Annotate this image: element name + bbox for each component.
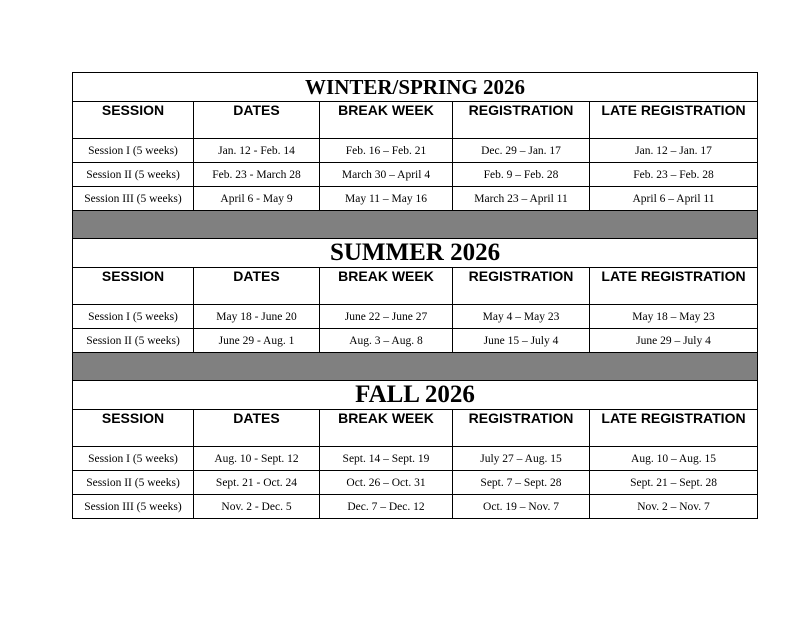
column-header: SESSION [73, 268, 194, 305]
column-header-row [73, 268, 758, 305]
column-header: LATE REGISTRATION [590, 410, 758, 447]
column-header: LATE REGISTRATION [590, 268, 758, 305]
table-cell: April 6 - May 9 [194, 187, 320, 211]
table-cell: Session II (5 weeks) [73, 471, 194, 495]
column-header: LATE REGISTRATION [590, 102, 758, 139]
section-separator [73, 211, 758, 239]
table-cell: March 30 – April 4 [320, 163, 453, 187]
column-header: SESSION [73, 410, 194, 447]
table-cell: May 18 – May 23 [590, 305, 758, 329]
table-cell: Jan. 12 – Jan. 17 [590, 139, 758, 163]
table-row [73, 329, 758, 353]
table-cell: Session III (5 weeks) [73, 495, 194, 519]
column-header: BREAK WEEK [320, 102, 453, 139]
table-cell: May 11 – May 16 [320, 187, 453, 211]
table-row [73, 305, 758, 329]
table-cell: June 29 - Aug. 1 [194, 329, 320, 353]
table-cell: June 29 – July 4 [590, 329, 758, 353]
section-title: FALL 2026 [73, 381, 758, 410]
schedule-table [72, 72, 758, 519]
table-cell: Aug. 3 – Aug. 8 [320, 329, 453, 353]
table-cell: Feb. 16 – Feb. 21 [320, 139, 453, 163]
table-cell: June 22 – June 27 [320, 305, 453, 329]
table-row [73, 139, 758, 163]
table-cell: Nov. 2 - Dec. 5 [194, 495, 320, 519]
column-header: DATES [194, 268, 320, 305]
table-cell: Aug. 10 – Aug. 15 [590, 447, 758, 471]
column-header: REGISTRATION [453, 102, 590, 139]
table-row [73, 471, 758, 495]
section-title-row [73, 73, 758, 102]
section-title: WINTER/SPRING 2026 [73, 73, 758, 102]
table-cell: April 6 – April 11 [590, 187, 758, 211]
table-cell: Feb. 9 – Feb. 28 [453, 163, 590, 187]
section-title-row [73, 239, 758, 268]
table-cell: Session I (5 weeks) [73, 447, 194, 471]
column-header: BREAK WEEK [320, 268, 453, 305]
table-cell: Oct. 19 – Nov. 7 [453, 495, 590, 519]
table-cell: Session II (5 weeks) [73, 329, 194, 353]
column-header: DATES [194, 102, 320, 139]
table-row [73, 187, 758, 211]
table-cell: Session I (5 weeks) [73, 305, 194, 329]
table-cell: Feb. 23 – Feb. 28 [590, 163, 758, 187]
separator-bar [73, 211, 758, 239]
table-cell: Dec. 29 – Jan. 17 [453, 139, 590, 163]
table-cell: Session I (5 weeks) [73, 139, 194, 163]
table-cell: July 27 – Aug. 15 [453, 447, 590, 471]
column-header: REGISTRATION [453, 268, 590, 305]
table-cell: Jan. 12 - Feb. 14 [194, 139, 320, 163]
table-cell: May 4 – May 23 [453, 305, 590, 329]
column-header: REGISTRATION [453, 410, 590, 447]
table-row [73, 163, 758, 187]
table-cell: Sept. 14 – Sept. 19 [320, 447, 453, 471]
table-cell: Oct. 26 – Oct. 31 [320, 471, 453, 495]
column-header-row [73, 410, 758, 447]
table-cell: Session II (5 weeks) [73, 163, 194, 187]
table-cell: Sept. 7 – Sept. 28 [453, 471, 590, 495]
section-title: SUMMER 2026 [73, 239, 758, 268]
table-row [73, 495, 758, 519]
column-header: SESSION [73, 102, 194, 139]
table-cell: Feb. 23 - March 28 [194, 163, 320, 187]
table-cell: March 23 – April 11 [453, 187, 590, 211]
section-title-row [73, 381, 758, 410]
table-cell: Session III (5 weeks) [73, 187, 194, 211]
table-cell: Sept. 21 - Oct. 24 [194, 471, 320, 495]
table-cell: Aug. 10 - Sept. 12 [194, 447, 320, 471]
table-cell: Sept. 21 – Sept. 28 [590, 471, 758, 495]
table-row [73, 447, 758, 471]
table-cell: Dec. 7 – Dec. 12 [320, 495, 453, 519]
section-separator [73, 353, 758, 381]
table-cell: Nov. 2 – Nov. 7 [590, 495, 758, 519]
column-header-row [73, 102, 758, 139]
table-cell: May 18 - June 20 [194, 305, 320, 329]
column-header: DATES [194, 410, 320, 447]
column-header: BREAK WEEK [320, 410, 453, 447]
table-cell: June 15 – July 4 [453, 329, 590, 353]
separator-bar [73, 353, 758, 381]
